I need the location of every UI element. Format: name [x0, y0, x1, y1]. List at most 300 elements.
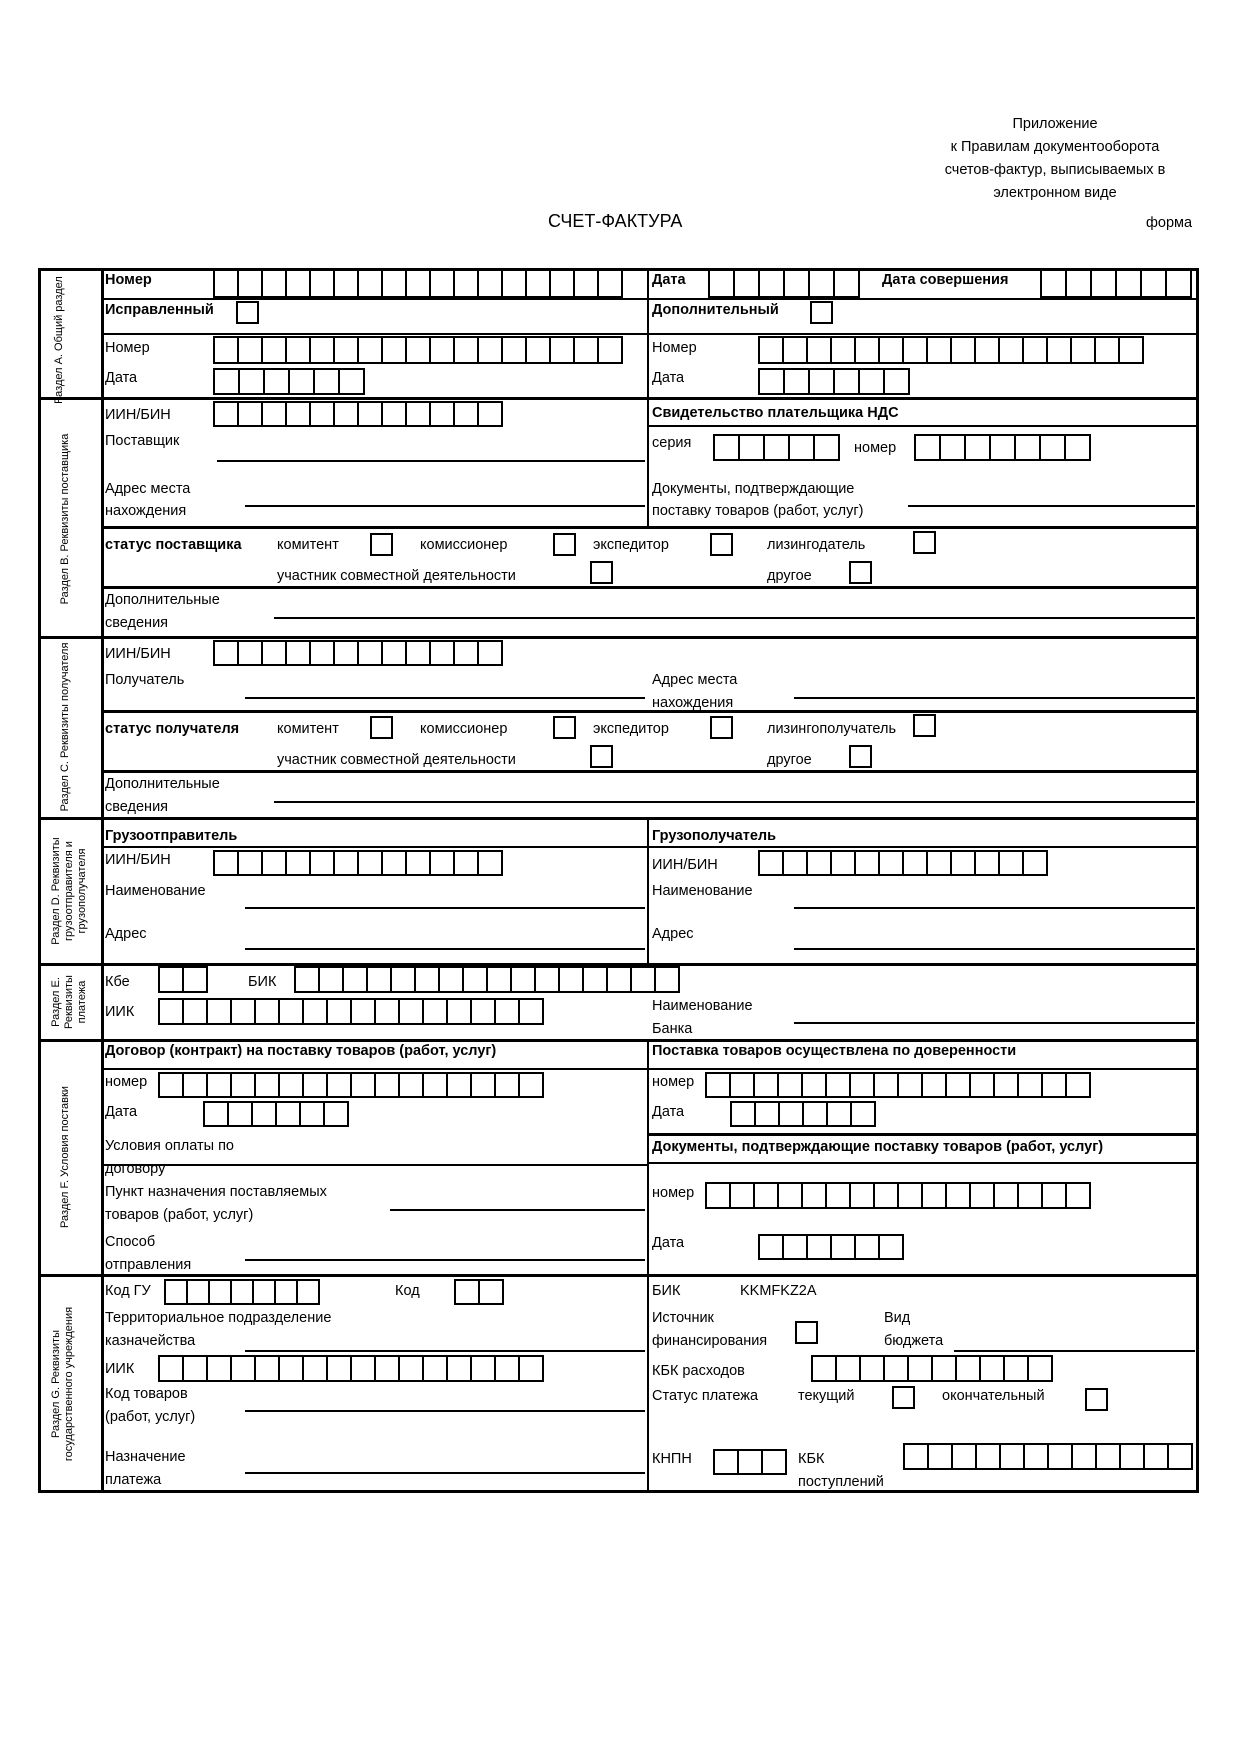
input-cell[interactable]: [352, 1355, 376, 1382]
input-cell[interactable]: [424, 998, 448, 1025]
input-cell[interactable]: [488, 966, 512, 993]
input-cell[interactable]: [335, 850, 359, 876]
input-cell[interactable]: [656, 966, 680, 993]
input-cell[interactable]: [1001, 1443, 1025, 1470]
input-cell[interactable]: [232, 1072, 256, 1098]
input-cell[interactable]: [160, 966, 184, 993]
input-cell[interactable]: [608, 966, 632, 993]
input-cell[interactable]: [239, 401, 263, 427]
input-cell[interactable]: [205, 1101, 229, 1127]
input-cell[interactable]: [276, 1279, 298, 1305]
input-cell[interactable]: [760, 1234, 784, 1260]
input-cell[interactable]: [440, 966, 464, 993]
input-cell[interactable]: [1142, 268, 1167, 298]
input-cell[interactable]: [1121, 1443, 1145, 1470]
input-cell[interactable]: [1067, 1182, 1091, 1209]
g-goods-code-field[interactable]: [245, 1410, 645, 1412]
d-shipper-name-field[interactable]: [245, 907, 645, 909]
input-cell[interactable]: [832, 1234, 856, 1260]
input-cell[interactable]: [1019, 1072, 1043, 1098]
input-cell[interactable]: [784, 336, 808, 364]
input-cell[interactable]: [1169, 1443, 1193, 1470]
input-cell[interactable]: [732, 1101, 756, 1127]
d-shipper-iin-cells[interactable]: [213, 850, 503, 876]
input-cell[interactable]: [740, 434, 765, 461]
input-cell[interactable]: [448, 1355, 472, 1382]
input-cell[interactable]: [472, 1355, 496, 1382]
input-cell[interactable]: [298, 1279, 320, 1305]
input-cell[interactable]: [828, 1101, 852, 1127]
input-cell[interactable]: [810, 268, 835, 298]
input-cell[interactable]: [400, 1072, 424, 1098]
f-proxy-number-cells[interactable]: [705, 1072, 1091, 1098]
input-cell[interactable]: [904, 336, 928, 364]
input-cell[interactable]: [184, 1355, 208, 1382]
input-cell[interactable]: [215, 368, 240, 395]
input-cell[interactable]: [755, 1182, 779, 1209]
input-cell[interactable]: [995, 1182, 1019, 1209]
input-cell[interactable]: [780, 1101, 804, 1127]
input-cell[interactable]: [256, 1072, 280, 1098]
input-cell[interactable]: [835, 268, 860, 298]
d-consignee-address-field[interactable]: [794, 948, 1195, 950]
input-cell[interactable]: [301, 1101, 325, 1127]
input-cell[interactable]: [496, 1072, 520, 1098]
input-cell[interactable]: [875, 1072, 899, 1098]
input-cell[interactable]: [923, 1072, 947, 1098]
d-shipper-address-field[interactable]: [245, 948, 645, 950]
input-cell[interactable]: [808, 1234, 832, 1260]
input-cell[interactable]: [813, 1355, 837, 1382]
input-cell[interactable]: [480, 1279, 504, 1305]
input-cell[interactable]: [520, 1355, 544, 1382]
input-cell[interactable]: [407, 268, 431, 298]
input-cell[interactable]: [808, 850, 832, 876]
input-cell[interactable]: [707, 1072, 731, 1098]
input-cell[interactable]: [503, 336, 527, 364]
input-cell[interactable]: [1117, 268, 1142, 298]
input-cell[interactable]: [311, 336, 335, 364]
input-cell[interactable]: [953, 1443, 977, 1470]
input-cell[interactable]: [253, 1101, 277, 1127]
f-docs-date-cells[interactable]: [758, 1234, 904, 1260]
input-cell[interactable]: [808, 336, 832, 364]
f-contract-date-cells[interactable]: [203, 1101, 349, 1127]
input-cell[interactable]: [464, 966, 488, 993]
input-cell[interactable]: [1072, 336, 1096, 364]
b-extra-field[interactable]: [274, 617, 1195, 619]
input-cell[interactable]: [832, 336, 856, 364]
input-cell[interactable]: [1000, 850, 1024, 876]
input-cell[interactable]: [287, 401, 311, 427]
a-number-cells[interactable]: [213, 268, 623, 298]
input-cell[interactable]: [472, 998, 496, 1025]
input-cell[interactable]: [971, 1072, 995, 1098]
input-cell[interactable]: [779, 1072, 803, 1098]
input-cell[interactable]: [376, 998, 400, 1025]
input-cell[interactable]: [424, 1072, 448, 1098]
input-cell[interactable]: [760, 336, 784, 364]
input-cell[interactable]: [1005, 1355, 1029, 1382]
a-date-cells[interactable]: [708, 268, 860, 298]
input-cell[interactable]: [496, 998, 520, 1025]
input-cell[interactable]: [376, 1355, 400, 1382]
input-cell[interactable]: [215, 850, 239, 876]
input-cell[interactable]: [359, 401, 383, 427]
input-cell[interactable]: [188, 1279, 210, 1305]
input-cell[interactable]: [352, 1072, 376, 1098]
input-cell[interactable]: [352, 998, 376, 1025]
input-cell[interactable]: [359, 268, 383, 298]
input-cell[interactable]: [263, 401, 287, 427]
input-cell[interactable]: [256, 1355, 280, 1382]
input-cell[interactable]: [941, 434, 966, 461]
input-cell[interactable]: [280, 1355, 304, 1382]
input-cell[interactable]: [359, 850, 383, 876]
input-cell[interactable]: [1029, 1355, 1053, 1382]
input-cell[interactable]: [760, 268, 785, 298]
input-cell[interactable]: [448, 998, 472, 1025]
input-cell[interactable]: [280, 1072, 304, 1098]
input-cell[interactable]: [407, 336, 431, 364]
input-cell[interactable]: [739, 1449, 763, 1475]
input-cell[interactable]: [1024, 336, 1048, 364]
input-cell[interactable]: [431, 336, 455, 364]
input-cell[interactable]: [160, 1072, 184, 1098]
input-cell[interactable]: [311, 268, 335, 298]
a-right-number-cells[interactable]: [758, 336, 1144, 364]
input-cell[interactable]: [359, 336, 383, 364]
input-cell[interactable]: [240, 368, 265, 395]
g-iik-cells[interactable]: [158, 1355, 544, 1382]
input-cell[interactable]: [210, 1279, 232, 1305]
c-extra-field[interactable]: [274, 801, 1195, 803]
input-cell[interactable]: [479, 401, 503, 427]
input-cell[interactable]: [755, 1072, 779, 1098]
input-cell[interactable]: [328, 1072, 352, 1098]
input-cell[interactable]: [479, 268, 503, 298]
input-cell[interactable]: [296, 966, 320, 993]
g-code-cells[interactable]: [454, 1279, 504, 1305]
input-cell[interactable]: [856, 336, 880, 364]
input-cell[interactable]: [383, 850, 407, 876]
input-cell[interactable]: [455, 640, 479, 666]
input-cell[interactable]: [851, 1072, 875, 1098]
e-iik-cells[interactable]: [158, 998, 544, 1025]
g-code-gu-cells[interactable]: [164, 1279, 320, 1305]
input-cell[interactable]: [981, 1355, 1005, 1382]
f-destination-field[interactable]: [390, 1209, 645, 1211]
input-cell[interactable]: [765, 434, 790, 461]
input-cell[interactable]: [536, 966, 560, 993]
input-cell[interactable]: [784, 850, 808, 876]
input-cell[interactable]: [995, 1072, 1019, 1098]
input-cell[interactable]: [335, 336, 359, 364]
input-cell[interactable]: [472, 1072, 496, 1098]
input-cell[interactable]: [1042, 268, 1067, 298]
input-cell[interactable]: [520, 998, 544, 1025]
input-cell[interactable]: [215, 401, 239, 427]
input-cell[interactable]: [383, 268, 407, 298]
input-cell[interactable]: [229, 1101, 253, 1127]
input-cell[interactable]: [852, 1101, 876, 1127]
e-bik-cells[interactable]: [294, 966, 680, 993]
input-cell[interactable]: [431, 640, 455, 666]
input-cell[interactable]: [496, 1355, 520, 1382]
input-cell[interactable]: [856, 850, 880, 876]
a-date-done-cells[interactable]: [1040, 268, 1192, 298]
input-cell[interactable]: [340, 368, 365, 395]
input-cell[interactable]: [479, 850, 503, 876]
input-cell[interactable]: [947, 1182, 971, 1209]
input-cell[interactable]: [1048, 336, 1072, 364]
input-cell[interactable]: [905, 1443, 929, 1470]
input-cell[interactable]: [1092, 268, 1117, 298]
input-cell[interactable]: [527, 268, 551, 298]
d-consignee-iin-cells[interactable]: [758, 850, 1048, 876]
input-cell[interactable]: [860, 368, 885, 395]
input-cell[interactable]: [311, 640, 335, 666]
input-cell[interactable]: [1025, 1443, 1049, 1470]
input-cell[interactable]: [856, 1234, 880, 1260]
input-cell[interactable]: [239, 268, 263, 298]
input-cell[interactable]: [827, 1072, 851, 1098]
c-iin-cells[interactable]: [213, 640, 503, 666]
a-left-number-cells[interactable]: [213, 336, 623, 364]
input-cell[interactable]: [880, 1234, 904, 1260]
input-cell[interactable]: [1066, 434, 1091, 461]
input-cell[interactable]: [803, 1072, 827, 1098]
input-cell[interactable]: [479, 640, 503, 666]
input-cell[interactable]: [835, 368, 860, 395]
input-cell[interactable]: [916, 434, 941, 461]
a-right-date-cells[interactable]: [758, 368, 910, 395]
input-cell[interactable]: [929, 1443, 953, 1470]
input-cell[interactable]: [160, 998, 184, 1025]
input-cell[interactable]: [899, 1182, 923, 1209]
input-cell[interactable]: [1043, 1182, 1067, 1209]
input-cell[interactable]: [779, 1182, 803, 1209]
input-cell[interactable]: [966, 434, 991, 461]
c-status-1-checkbox[interactable]: [370, 716, 393, 739]
input-cell[interactable]: [376, 1072, 400, 1098]
input-cell[interactable]: [1097, 1443, 1121, 1470]
b-supplier-field[interactable]: [217, 460, 645, 462]
input-cell[interactable]: [215, 640, 239, 666]
input-cell[interactable]: [239, 850, 263, 876]
input-cell[interactable]: [756, 1101, 780, 1127]
input-cell[interactable]: [328, 1355, 352, 1382]
input-cell[interactable]: [232, 1355, 256, 1382]
input-cell[interactable]: [166, 1279, 188, 1305]
input-cell[interactable]: [328, 998, 352, 1025]
a-additional-checkbox[interactable]: [810, 301, 833, 324]
input-cell[interactable]: [551, 336, 575, 364]
input-cell[interactable]: [832, 850, 856, 876]
e-kbe-cells[interactable]: [158, 966, 208, 993]
g-kbk-expense-cells[interactable]: [811, 1355, 1053, 1382]
input-cell[interactable]: [715, 1449, 739, 1475]
g-status-final-checkbox[interactable]: [1085, 1388, 1108, 1411]
input-cell[interactable]: [977, 1443, 1001, 1470]
input-cell[interactable]: [957, 1355, 981, 1382]
input-cell[interactable]: [527, 336, 551, 364]
input-cell[interactable]: [335, 401, 359, 427]
input-cell[interactable]: [160, 1355, 184, 1382]
input-cell[interactable]: [263, 850, 287, 876]
input-cell[interactable]: [383, 401, 407, 427]
input-cell[interactable]: [400, 998, 424, 1025]
input-cell[interactable]: [383, 336, 407, 364]
b-status-2-checkbox[interactable]: [553, 533, 576, 556]
input-cell[interactable]: [760, 368, 785, 395]
input-cell[interactable]: [383, 640, 407, 666]
input-cell[interactable]: [885, 368, 910, 395]
input-cell[interactable]: [904, 850, 928, 876]
g-kbk-income-cells[interactable]: [903, 1443, 1193, 1470]
input-cell[interactable]: [368, 966, 392, 993]
input-cell[interactable]: [790, 434, 815, 461]
c-status-4-checkbox[interactable]: [913, 714, 936, 737]
input-cell[interactable]: [861, 1355, 885, 1382]
input-cell[interactable]: [359, 640, 383, 666]
input-cell[interactable]: [551, 268, 575, 298]
input-cell[interactable]: [455, 336, 479, 364]
input-cell[interactable]: [184, 1072, 208, 1098]
input-cell[interactable]: [810, 368, 835, 395]
input-cell[interactable]: [1145, 1443, 1169, 1470]
a-left-date-cells[interactable]: [213, 368, 365, 395]
input-cell[interactable]: [1167, 268, 1192, 298]
input-cell[interactable]: [455, 268, 479, 298]
input-cell[interactable]: [287, 336, 311, 364]
input-cell[interactable]: [575, 336, 599, 364]
b-docs-field[interactable]: [908, 505, 1195, 507]
input-cell[interactable]: [760, 850, 784, 876]
input-cell[interactable]: [731, 1182, 755, 1209]
input-cell[interactable]: [232, 998, 256, 1025]
input-cell[interactable]: [280, 998, 304, 1025]
b-cert-number-cells[interactable]: [914, 434, 1091, 461]
c-receiver-field[interactable]: [245, 697, 645, 699]
input-cell[interactable]: [287, 850, 311, 876]
input-cell[interactable]: [803, 1182, 827, 1209]
input-cell[interactable]: [208, 998, 232, 1025]
g-source-checkbox[interactable]: [795, 1321, 818, 1344]
b-status-1-checkbox[interactable]: [370, 533, 393, 556]
input-cell[interactable]: [344, 966, 368, 993]
input-cell[interactable]: [315, 368, 340, 395]
input-cell[interactable]: [923, 1182, 947, 1209]
input-cell[interactable]: [1073, 1443, 1097, 1470]
input-cell[interactable]: [416, 966, 440, 993]
input-cell[interactable]: [456, 1279, 480, 1305]
input-cell[interactable]: [407, 401, 431, 427]
c-address-field[interactable]: [794, 697, 1195, 699]
input-cell[interactable]: [304, 1072, 328, 1098]
input-cell[interactable]: [287, 268, 311, 298]
input-cell[interactable]: [254, 1279, 276, 1305]
input-cell[interactable]: [928, 336, 952, 364]
input-cell[interactable]: [277, 1101, 301, 1127]
input-cell[interactable]: [909, 1355, 933, 1382]
g-knp-cells[interactable]: [713, 1449, 787, 1475]
input-cell[interactable]: [215, 336, 239, 364]
input-cell[interactable]: [184, 998, 208, 1025]
b-address-field[interactable]: [245, 505, 645, 507]
f-shipping-field[interactable]: [245, 1259, 645, 1261]
input-cell[interactable]: [520, 1072, 544, 1098]
input-cell[interactable]: [512, 966, 536, 993]
input-cell[interactable]: [731, 1072, 755, 1098]
input-cell[interactable]: [599, 268, 623, 298]
input-cell[interactable]: [424, 1355, 448, 1382]
input-cell[interactable]: [947, 1072, 971, 1098]
input-cell[interactable]: [1120, 336, 1144, 364]
input-cell[interactable]: [971, 1182, 995, 1209]
input-cell[interactable]: [785, 368, 810, 395]
input-cell[interactable]: [431, 850, 455, 876]
b-series-cells[interactable]: [713, 434, 840, 461]
input-cell[interactable]: [400, 1355, 424, 1382]
input-cell[interactable]: [232, 1279, 254, 1305]
input-cell[interactable]: [928, 850, 952, 876]
input-cell[interactable]: [837, 1355, 861, 1382]
input-cell[interactable]: [263, 336, 287, 364]
input-cell[interactable]: [208, 1355, 232, 1382]
input-cell[interactable]: [804, 1101, 828, 1127]
g-purpose-field[interactable]: [245, 1472, 645, 1474]
input-cell[interactable]: [304, 998, 328, 1025]
input-cell[interactable]: [431, 401, 455, 427]
input-cell[interactable]: [407, 640, 431, 666]
input-cell[interactable]: [560, 966, 584, 993]
input-cell[interactable]: [1096, 336, 1120, 364]
input-cell[interactable]: [335, 640, 359, 666]
e-bank-field[interactable]: [794, 1022, 1195, 1024]
input-cell[interactable]: [707, 1182, 731, 1209]
b-status-6-checkbox[interactable]: [849, 561, 872, 584]
f-contract-number-cells[interactable]: [158, 1072, 544, 1098]
input-cell[interactable]: [815, 434, 840, 461]
input-cell[interactable]: [784, 1234, 808, 1260]
input-cell[interactable]: [715, 434, 740, 461]
input-cell[interactable]: [455, 401, 479, 427]
b-iin-cells[interactable]: [213, 401, 503, 427]
input-cell[interactable]: [1041, 434, 1066, 461]
input-cell[interactable]: [875, 1182, 899, 1209]
g-budget-field[interactable]: [954, 1350, 1195, 1352]
input-cell[interactable]: [885, 1355, 909, 1382]
input-cell[interactable]: [1024, 850, 1048, 876]
input-cell[interactable]: [785, 268, 810, 298]
b-status-3-checkbox[interactable]: [710, 533, 733, 556]
input-cell[interactable]: [710, 268, 735, 298]
input-cell[interactable]: [304, 1355, 328, 1382]
input-cell[interactable]: [991, 434, 1016, 461]
input-cell[interactable]: [851, 1182, 875, 1209]
d-consignee-name-field[interactable]: [794, 907, 1195, 909]
input-cell[interactable]: [239, 640, 263, 666]
g-status-current-checkbox[interactable]: [892, 1386, 915, 1409]
input-cell[interactable]: [290, 368, 315, 395]
input-cell[interactable]: [1067, 268, 1092, 298]
input-cell[interactable]: [1043, 1072, 1067, 1098]
input-cell[interactable]: [1067, 1072, 1091, 1098]
input-cell[interactable]: [503, 268, 527, 298]
input-cell[interactable]: [208, 1072, 232, 1098]
input-cell[interactable]: [880, 850, 904, 876]
